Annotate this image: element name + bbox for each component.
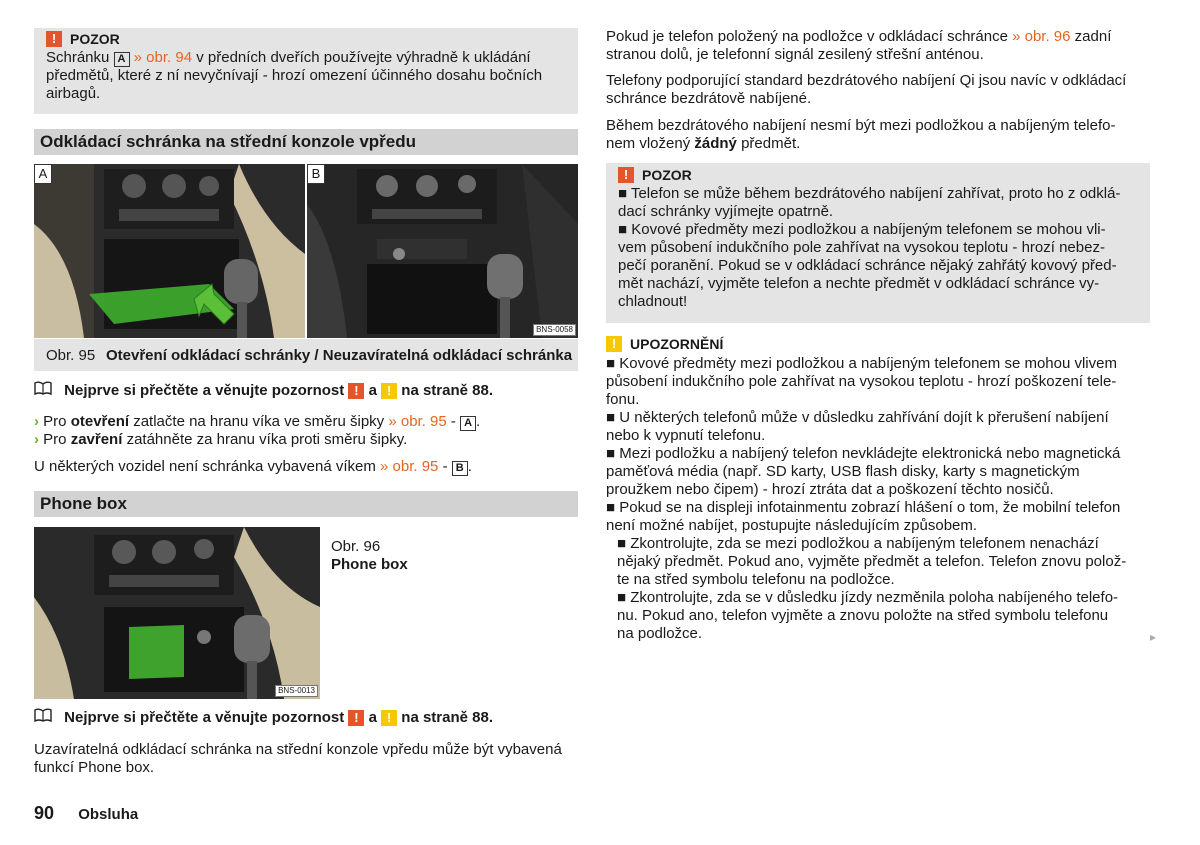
notice-line: fonu. <box>606 391 640 408</box>
figure-95-caption <box>34 339 578 371</box>
warning-line <box>46 49 566 67</box>
step-text: zatlačte na hranu víka ve směru šipky <box>133 413 385 430</box>
paragraph-text: zadní <box>1074 28 1112 45</box>
paragraph-line: schránce bezdrátově nabíjené. <box>606 90 812 107</box>
warning-yellow-icon: ! <box>381 383 397 399</box>
paragraph-line: stranou dolů, je telefonní signál zesilený střešní anténou. <box>606 46 984 63</box>
warning-red-icon: ! <box>348 710 364 726</box>
notice-line: ■ Pokud se na displeji infotainmentu zobrazí hlášení o tom, že mobilní telefon <box>606 499 1121 516</box>
notice-line: ■ U některých telefonů může v důsledku zahřívání dojít k přerušení nabíjení <box>606 409 1109 426</box>
page-footer <box>34 804 138 824</box>
read-first-line <box>34 381 493 400</box>
paragraph-line: Během bezdrátového nabíjení nesmí být mezi podložkou a nabíjeným telefo- <box>606 117 1116 134</box>
paragraph-text: předmět. <box>741 135 801 152</box>
note-no-lid <box>34 458 472 476</box>
step-end: . <box>476 413 481 430</box>
book-icon <box>34 708 52 727</box>
step-keyword: otevření <box>70 413 130 430</box>
note-dash: - <box>442 458 448 475</box>
read-first-and: a <box>368 709 377 726</box>
console-photo-b <box>307 164 578 338</box>
figure-96-number: Obr. 96 <box>331 538 381 555</box>
notice-sub-line: te na střed symbolu telefonu na podložce. <box>617 571 895 588</box>
step-dash: - <box>450 413 456 430</box>
right-para-2 <box>606 72 1126 108</box>
figure-link[interactable]: » obr. 95 <box>380 458 439 475</box>
notice-line: není možné nabíjet, postupujte následujícím způsobem. <box>606 517 978 534</box>
warning-tag-label: POZOR <box>642 167 692 183</box>
step-keyword: zavření <box>70 431 123 448</box>
step-close <box>34 431 407 449</box>
step-arrow-icon: › <box>34 431 39 448</box>
warning-line: vem působení indukčního pole zahřívat na vysokou teplotu - hrozí nebez- <box>618 239 1105 256</box>
read-first-text: Nejprve si přečtěte a věnujte pozornost <box>64 382 345 399</box>
warning-lines <box>618 185 1138 311</box>
read-first-text: Nejprve si přečtěte a věnujte pozornost <box>64 709 345 726</box>
notice-line: proužkem nebo čipem) - hrozí ztráta dat a poškození těchto nosičů. <box>606 481 1054 498</box>
warning-tag <box>46 30 566 48</box>
notice-line: ■ Mezi podložku a nabíjený telefon nevkládejte elektronická nebo magnetická <box>606 445 1121 462</box>
warning-line: ■ Kovové předměty mezi podložkou a nabíjeným telefonem se mohou vli- <box>618 221 1106 238</box>
caption-number: Obr. 95 <box>46 347 96 364</box>
console-photo-a <box>34 164 305 338</box>
right-para-3 <box>606 117 1115 153</box>
warning-red-icon: ! <box>348 383 364 399</box>
notice-block <box>606 335 1150 643</box>
paragraph-line: Uzavíratelná odkládací schránka na střední konzole vpředu může být vybavená <box>34 741 562 758</box>
step-text: Pro <box>43 413 67 430</box>
notice-sub-lines <box>606 535 1150 643</box>
image-code: BNS-0058 <box>533 324 576 336</box>
step-arrow-icon: › <box>34 413 39 430</box>
step-open <box>34 413 480 431</box>
phone-box-paragraph <box>34 741 562 777</box>
figure-link[interactable]: » obr. 94 <box>133 49 193 66</box>
figure-95-image-a <box>34 164 305 338</box>
figure-tag-a: A <box>34 164 52 184</box>
note-end: . <box>467 458 472 475</box>
notice-line: ■ Kovové předměty mezi podložkou a nabíjeným telefonem se mohou vlivem <box>606 355 1117 372</box>
read-first-page: na straně 88. <box>401 709 493 726</box>
notice-sub-line: nu. Pokud ano, telefon vyjměte a znovu položte na střed symbolu telefonu <box>617 607 1109 624</box>
figure-link[interactable]: » obr. 96 <box>1012 28 1071 45</box>
read-first-page: na straně 88. <box>401 382 493 399</box>
warning-text: Schránku <box>46 49 110 66</box>
read-first-line-2 <box>34 708 493 727</box>
image-code: BNS-0013 <box>275 685 318 697</box>
warning-red-icon: ! <box>618 167 634 183</box>
notice-line: paměťová média (např. SD karty, USB flash disky, karty s magnetickým <box>606 463 1080 480</box>
warning-red-icon: ! <box>46 31 62 47</box>
notice-tag <box>606 335 1150 353</box>
notice-lines <box>606 355 1150 535</box>
notice-sub-line: nějaký předmět. Pokud ano, vyjměte předmět a telefon. Telefon znovu polož- <box>617 553 1127 570</box>
paragraph-line: funkcí Phone box. <box>34 759 155 776</box>
figure-96-image <box>34 527 320 699</box>
warning-line: mět nachází, vyjměte telefon a nechte předmět v odkládací schránce vy- <box>618 275 1100 292</box>
warning-line: dací schránky vyjímejte opatrně. <box>618 203 834 220</box>
continue-icon: ▸ <box>1150 630 1157 644</box>
section-heading-console-storage: Odkládací schránka na střední konzole vpředu <box>34 129 578 155</box>
figure-95-image-b <box>307 164 578 338</box>
paragraph-line <box>606 135 1115 153</box>
read-first-and: a <box>368 382 377 399</box>
step-text: zatáhněte za hranu víka proti směru šipky. <box>126 431 408 448</box>
caption-title: Otevření odkládací schránky / Neuzavíratelná odkládací schránka <box>106 347 573 364</box>
figure-link[interactable]: » obr. 95 <box>388 413 447 430</box>
page-number: 90 <box>34 803 55 823</box>
warning-tag <box>618 166 1138 184</box>
notice-tag-label: UPOZORNĚNÍ <box>630 336 724 352</box>
figure-ref-box: A <box>460 416 476 431</box>
figure-96-title: Phone box <box>331 556 408 573</box>
paragraph-text: nem vložený <box>606 135 691 152</box>
paragraph-line: Telefony podporující standard bezdrátového nabíjení Qi jsou navíc v odkládací <box>606 72 1127 89</box>
warning-line: ■ Telefon se může během bezdrátového nabíjení zahřívat, proto ho z odklá- <box>618 185 1121 202</box>
paragraph-text: Pokud je telefon položený na podložce v odkládací schránce <box>606 28 1008 45</box>
warning-box-left <box>34 28 578 114</box>
step-text: Pro <box>43 431 67 448</box>
notice-line: nebo k vypnutí telefonu. <box>606 427 766 444</box>
section-heading-phone-box: Phone box <box>34 491 578 517</box>
warning-line: pečí poranění. Pokud se v odkládací schránce nějaký zahřátý kovový před- <box>618 257 1117 274</box>
book-icon <box>34 381 52 400</box>
warning-line: předmětů, které z ní nevyčnívají - hrozí omezení účinného dosahu bočních <box>46 67 543 84</box>
notice-sub-line: ■ Zkontrolujte, zda se mezi podložkou a nabíjeným telefonem nenachází <box>617 535 1099 552</box>
paragraph-emphasis: žádný <box>694 135 737 152</box>
notice-line: působení indukčního pole zahřívat na vysokou teplotu - hrozí poškození tele- <box>606 373 1117 390</box>
warning-yellow-icon: ! <box>606 336 622 352</box>
paragraph-line <box>606 28 1111 46</box>
notice-sub-line: na podložce. <box>617 625 703 642</box>
warning-yellow-icon: ! <box>381 710 397 726</box>
notice-sub-line: ■ Zkontrolujte, zda se v důsledku jízdy nezměnila poloha nabíjeného telefo- <box>617 589 1119 606</box>
figure-ref-box: A <box>114 52 130 67</box>
footer-section: Obsluha <box>78 806 139 823</box>
note-text: U některých vozidel není schránka vybavená víkem <box>34 458 376 475</box>
warning-tag-label: POZOR <box>70 31 120 47</box>
warning-line: chladnout! <box>618 293 688 310</box>
warning-line: airbagů. <box>46 85 101 102</box>
figure-tag-b: B <box>307 164 325 184</box>
warning-box-right <box>606 163 1150 323</box>
right-para-1 <box>606 28 1111 64</box>
figure-ref-box: B <box>452 461 468 476</box>
phone-box-photo <box>34 527 320 699</box>
warning-text: v předních dveřích používejte výhradně k ukládání <box>196 49 531 66</box>
